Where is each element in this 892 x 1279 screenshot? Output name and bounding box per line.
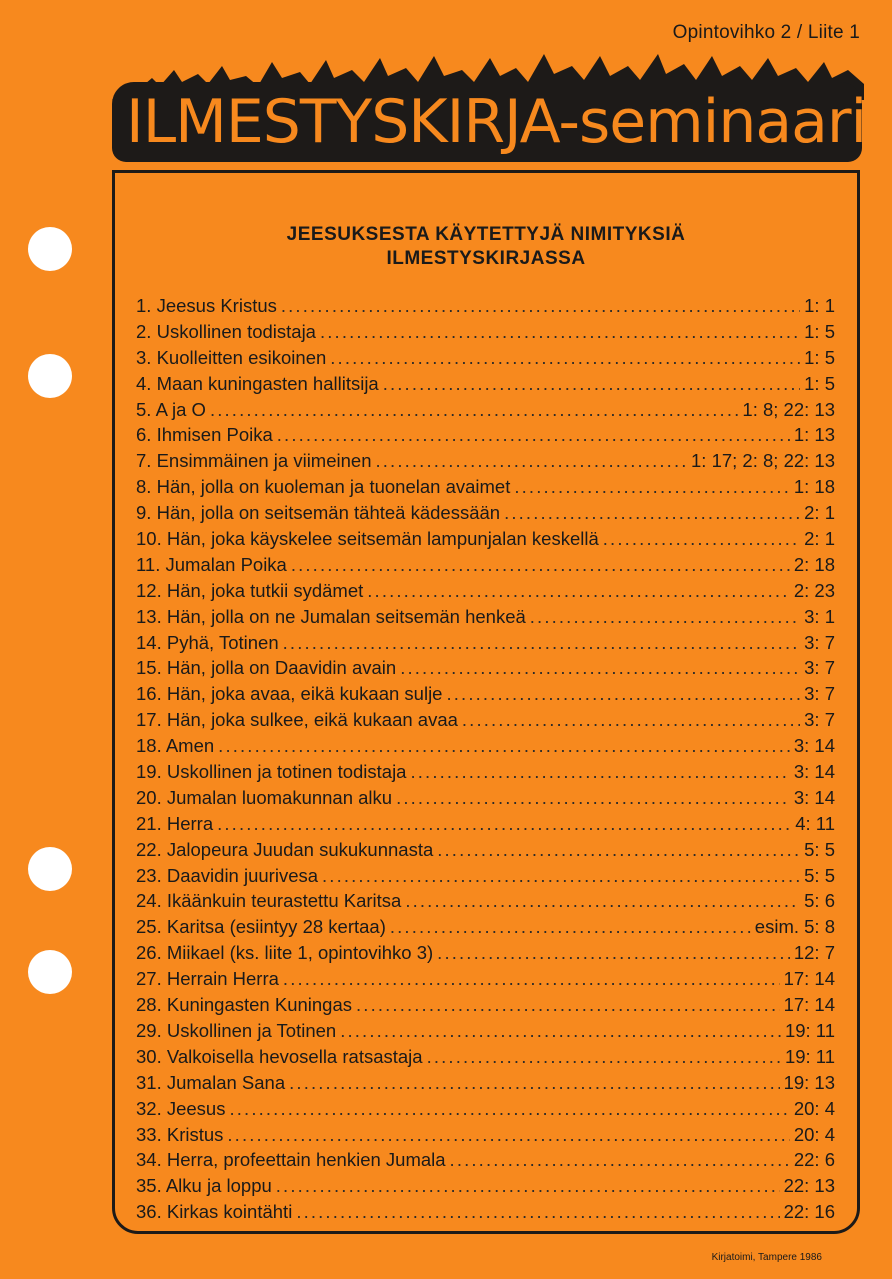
item-number: 18. — [136, 735, 162, 757]
item-name — [136, 787, 392, 809]
item-name — [136, 347, 326, 369]
item-name — [136, 1149, 446, 1171]
dot-leader — [227, 1124, 789, 1146]
names-list — [136, 295, 835, 1227]
item-reference: 1: 5 — [804, 372, 835, 394]
item-reference: 17: 14 — [783, 994, 835, 1016]
heading-line-2: ILMESTYSKIRJASSA — [386, 248, 586, 269]
item-title: Amen — [165, 735, 215, 757]
item-number: 8. — [136, 476, 152, 498]
dot-leader — [277, 424, 790, 446]
item-name — [136, 632, 279, 654]
item-title: Hän, jolla on seitsemän tähteä kädessään — [156, 502, 501, 524]
item-reference: 20: 4 — [793, 1123, 835, 1145]
dot-leader — [446, 683, 800, 705]
item-title: Kristus — [166, 1123, 224, 1145]
list-item — [136, 580, 835, 606]
item-reference: 20: 4 — [793, 1097, 835, 1119]
item-reference: 1: 5 — [804, 346, 835, 368]
list-item — [136, 968, 835, 994]
dot-leader — [410, 761, 789, 783]
item-number: 1. — [136, 295, 152, 316]
list-item — [136, 1149, 835, 1175]
item-number: 19. — [136, 761, 162, 783]
dot-leader — [330, 347, 800, 369]
list-item — [136, 735, 835, 761]
dot-leader — [218, 735, 790, 757]
dot-leader — [283, 968, 780, 990]
item-number: 34. — [136, 1149, 162, 1171]
dot-leader — [462, 709, 800, 731]
item-title: Ihmisen Poika — [156, 424, 273, 446]
item-number: 12. — [136, 579, 162, 601]
dot-leader — [281, 295, 800, 317]
item-reference: 1: 13 — [793, 424, 835, 446]
item-title: Maan kuningasten hallitsija — [156, 372, 379, 394]
dot-leader — [291, 554, 790, 576]
item-title: Jumalan Poika — [165, 553, 287, 575]
item-title: Hän, joka avaa, eikä kukaan sulje — [166, 683, 443, 705]
list-item — [136, 1201, 835, 1227]
item-number: 24. — [136, 890, 162, 912]
item-number: 7. — [136, 450, 152, 472]
item-title: Jeesus — [166, 1097, 226, 1119]
list-item — [136, 528, 835, 554]
item-number: 2. — [136, 320, 152, 342]
list-item — [136, 1124, 835, 1150]
item-number: 21. — [136, 812, 162, 834]
list-item — [136, 450, 835, 476]
item-title: Jeesus Kristus — [156, 295, 277, 316]
dot-leader — [217, 813, 791, 835]
list-item — [136, 761, 835, 787]
dot-leader — [603, 528, 800, 550]
item-name — [136, 968, 279, 990]
binder-hole — [28, 354, 72, 398]
list-item — [136, 399, 835, 425]
item-reference: 2: 18 — [793, 553, 835, 575]
heading-line-1: JEESUKSESTA KÄYTETTYJÄ NIMITYKSIÄ — [286, 224, 686, 245]
item-number: 15. — [136, 657, 162, 679]
item-title: Herra — [166, 812, 214, 834]
item-number: 32. — [136, 1097, 162, 1119]
dot-leader — [320, 321, 800, 343]
item-title: Uskollinen ja totinen todistaja — [166, 761, 407, 783]
list-item — [136, 813, 835, 839]
item-name — [136, 321, 316, 343]
item-title: Uskollinen ja Totinen — [166, 1019, 337, 1041]
dot-leader — [390, 916, 751, 938]
item-number: 4. — [136, 372, 152, 394]
binder-hole — [28, 950, 72, 994]
dot-leader — [276, 1175, 780, 1197]
dot-leader — [396, 787, 790, 809]
list-item — [136, 476, 835, 502]
item-title: Hän, joka tutkii sydämet — [166, 579, 364, 601]
dot-leader — [405, 890, 800, 912]
item-reference: 3: 7 — [804, 631, 835, 653]
item-name — [136, 476, 510, 498]
dot-leader — [340, 1020, 781, 1042]
list-item — [136, 502, 835, 528]
item-number: 27. — [136, 968, 162, 990]
item-number: 20. — [136, 786, 162, 808]
list-item — [136, 347, 835, 373]
list-item — [136, 994, 835, 1020]
list-item — [136, 554, 835, 580]
item-number: 31. — [136, 1071, 162, 1093]
binder-hole — [28, 227, 72, 271]
item-name — [136, 450, 371, 472]
list-item — [136, 942, 835, 968]
item-reference: 12: 7 — [793, 942, 835, 964]
item-name — [136, 1175, 272, 1197]
item-reference: 22: 16 — [783, 1201, 835, 1223]
dot-leader — [283, 632, 801, 654]
item-name — [136, 424, 273, 446]
banner-title: ILMESTYSKIRJA-seminaari — [126, 87, 867, 157]
item-reference: 1: 5 — [804, 320, 835, 342]
item-reference: 3: 14 — [793, 735, 835, 757]
item-number: 3. — [136, 346, 152, 368]
item-reference: esim. 5: 8 — [754, 916, 835, 938]
item-number: 29. — [136, 1019, 162, 1041]
item-number: 30. — [136, 1045, 162, 1067]
dot-leader — [296, 1201, 779, 1223]
item-number: 22. — [136, 838, 162, 860]
item-reference: 22: 13 — [783, 1175, 835, 1197]
item-name — [136, 399, 206, 421]
dot-leader — [289, 1072, 779, 1094]
item-name — [136, 1098, 225, 1120]
item-number: 36. — [136, 1201, 162, 1223]
list-item — [136, 1175, 835, 1201]
item-reference: 3: 7 — [804, 657, 835, 679]
item-title: Herrain Herra — [166, 968, 279, 990]
list-heading — [115, 223, 857, 271]
list-item — [136, 839, 835, 865]
item-name — [136, 373, 379, 395]
item-reference: 3: 14 — [793, 761, 835, 783]
item-title: A ja O — [155, 398, 206, 420]
binder-hole — [28, 847, 72, 891]
item-name — [136, 1020, 336, 1042]
item-name — [136, 502, 500, 524]
item-reference: 1: 17; 2: 8; 22: 13 — [691, 450, 835, 472]
dot-leader — [504, 502, 800, 524]
item-title: Valkoisella hevosella ratsastaja — [166, 1045, 423, 1067]
item-name — [136, 761, 406, 783]
list-item — [136, 890, 835, 916]
list-item — [136, 683, 835, 709]
item-title: Karitsa (esiintyy 28 kertaa) — [166, 916, 386, 938]
item-number: 11. — [136, 553, 161, 575]
list-item — [136, 321, 835, 347]
list-item — [136, 1046, 835, 1072]
item-title: Uskollinen todistaja — [156, 320, 316, 342]
item-title: Kirkas kointähti — [166, 1201, 293, 1223]
item-reference: 2: 1 — [804, 528, 835, 550]
item-number: 25. — [136, 916, 162, 938]
list-item — [136, 709, 835, 735]
item-title: Alku ja loppu — [165, 1175, 272, 1197]
item-name — [136, 683, 442, 705]
item-title: Hän, joka käyskelee seitsemän lampunjalan keskellä — [166, 528, 599, 550]
series-label: Opintovihko 2 / Liite 1 — [672, 22, 860, 43]
item-title: Jumalan Sana — [166, 1071, 286, 1093]
item-name — [136, 554, 287, 576]
item-name — [136, 528, 599, 550]
item-reference: 3: 14 — [793, 786, 835, 808]
item-reference: 17: 14 — [783, 968, 835, 990]
item-title: Kuningasten Kuningas — [166, 994, 353, 1016]
item-reference: 1: 18 — [793, 476, 835, 498]
item-reference: 4: 11 — [795, 812, 835, 834]
dot-leader — [210, 399, 738, 421]
item-reference: 5: 6 — [804, 890, 835, 912]
list-item — [136, 373, 835, 399]
item-name — [136, 1201, 292, 1223]
item-title: Daavidin juurivesa — [166, 864, 319, 886]
item-number: 35. — [136, 1175, 162, 1197]
dot-leader — [356, 994, 780, 1016]
item-title: Herra, profeettain henkien Jumala — [166, 1149, 446, 1171]
dot-leader — [437, 942, 790, 964]
item-name — [136, 657, 396, 679]
item-reference: 19: 11 — [784, 1045, 835, 1067]
item-reference: 3: 7 — [804, 709, 835, 731]
item-title: Miikael (ks. liite 1, opintovihko 3) — [166, 942, 434, 964]
dot-leader — [450, 1149, 790, 1171]
list-item — [136, 606, 835, 632]
item-number: 17. — [136, 709, 162, 731]
item-name — [136, 295, 277, 317]
item-name — [136, 606, 526, 628]
dot-leader — [530, 606, 800, 628]
item-name — [136, 709, 458, 731]
list-item — [136, 295, 835, 321]
item-title: Pyhä, Totinen — [166, 631, 279, 653]
title-banner — [112, 82, 867, 162]
item-title: Hän, joka sulkee, eikä kukaan avaa — [166, 709, 458, 731]
list-item — [136, 1098, 835, 1124]
dot-leader — [400, 657, 800, 679]
list-item — [136, 1020, 835, 1046]
item-name — [136, 1046, 423, 1068]
item-name — [136, 1124, 223, 1146]
dot-leader — [229, 1098, 789, 1120]
item-number: 9. — [136, 502, 152, 524]
item-number: 23. — [136, 864, 162, 886]
item-title: Kuolleitten esikoinen — [156, 346, 327, 368]
dot-leader — [383, 373, 800, 395]
dot-leader — [375, 450, 687, 472]
dot-leader — [514, 476, 789, 498]
item-reference: 3: 7 — [804, 683, 835, 705]
list-item — [136, 787, 835, 813]
item-name — [136, 942, 433, 964]
list-item — [136, 916, 835, 942]
list-item — [136, 632, 835, 658]
item-name — [136, 1072, 285, 1094]
item-number: 28. — [136, 994, 162, 1016]
item-name — [136, 813, 213, 835]
list-item — [136, 424, 835, 450]
item-reference: 1: 8; 22: 13 — [742, 398, 835, 420]
list-item — [136, 1072, 835, 1098]
item-number: 10. — [136, 528, 162, 550]
item-title: Ikäänkuin teurastettu Karitsa — [166, 890, 402, 912]
content-box — [112, 170, 860, 1234]
item-title: Hän, jolla on ne Jumalan seitsemän henkeä — [166, 605, 526, 627]
list-item — [136, 657, 835, 683]
item-number: 26. — [136, 942, 162, 964]
item-title: Hän, jolla on kuoleman ja tuonelan avaimet — [156, 476, 511, 498]
item-number: 5. — [136, 398, 152, 420]
item-number: 6. — [136, 424, 152, 446]
item-name — [136, 916, 386, 938]
item-name — [136, 994, 352, 1016]
item-reference: 5: 5 — [804, 838, 835, 860]
dot-leader — [322, 865, 800, 887]
item-reference: 19: 13 — [783, 1071, 835, 1093]
item-name — [136, 890, 401, 912]
item-reference: 1: 1 — [804, 295, 835, 316]
item-reference: 19: 11 — [784, 1019, 835, 1041]
item-name — [136, 865, 318, 887]
item-number: 14. — [136, 631, 162, 653]
publisher-footer: Kirjatoimi, Tampere 1986 — [711, 1252, 822, 1263]
dot-leader — [437, 839, 800, 861]
item-title: Hän, jolla on Daavidin avain — [166, 657, 397, 679]
item-number: 33. — [136, 1123, 162, 1145]
item-name — [136, 839, 433, 861]
item-title: Ensimmäinen ja viimeinen — [156, 450, 372, 472]
list-item — [136, 865, 835, 891]
item-reference: 5: 5 — [804, 864, 835, 886]
dot-leader — [427, 1046, 781, 1068]
item-name — [136, 580, 363, 602]
item-reference: 3: 1 — [804, 605, 835, 627]
item-name — [136, 735, 214, 757]
item-title: Jumalan luomakunnan alku — [166, 786, 393, 808]
item-number: 16. — [136, 683, 162, 705]
item-reference: 2: 1 — [804, 502, 835, 524]
dot-leader — [367, 580, 790, 602]
item-title: Jalopeura Juudan sukukunnasta — [166, 838, 434, 860]
item-number: 13. — [136, 605, 162, 627]
item-reference: 2: 23 — [793, 579, 835, 601]
item-reference: 22: 6 — [793, 1149, 835, 1171]
